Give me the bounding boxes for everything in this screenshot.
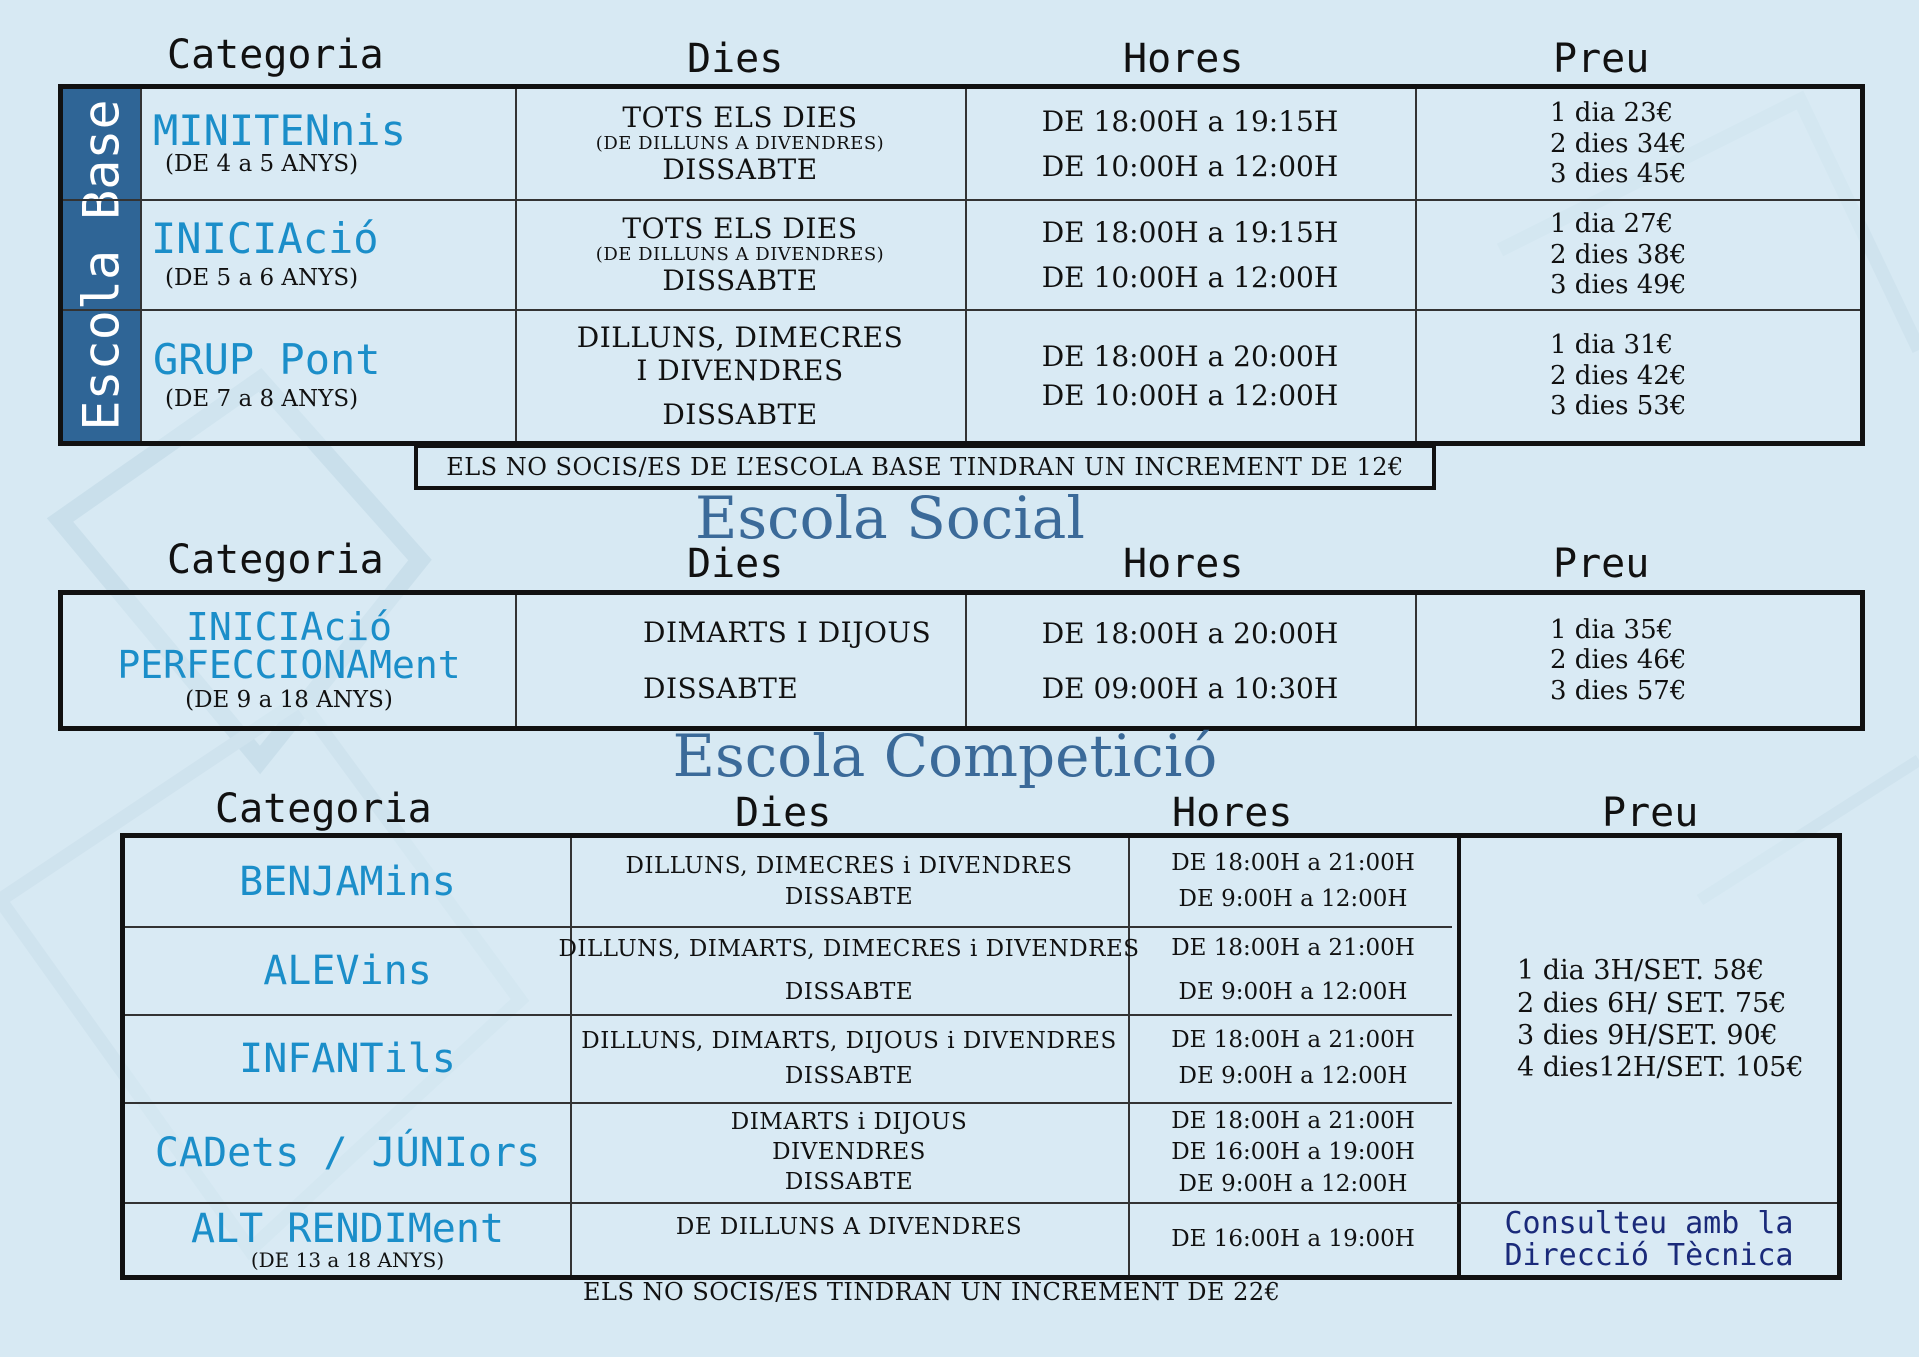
- days-text: DIMARTS i DIJOUS: [730, 1109, 968, 1136]
- days-text: DILLUNS, DIMECRES: [576, 320, 904, 354]
- category-age: (DE 7 a 8 ANYS): [165, 386, 359, 413]
- days-text: DE DILLUNS A DIVENDRES: [675, 1214, 1023, 1240]
- hours-text: DE 18:00H a 20:00H: [1041, 616, 1339, 650]
- table-row: [63, 309, 1860, 441]
- hours-text: DE 10:00H a 12:00H: [1041, 379, 1339, 412]
- hours-text: DE 18:00H a 21:00H: [1171, 850, 1415, 877]
- price-text: 3 dies 49€: [1550, 270, 1687, 301]
- consult-text: Direcció Tècnica: [1504, 1237, 1794, 1273]
- days-text: DILLUNS, DIMECRES i DIVENDRES: [625, 852, 1073, 879]
- header-hores: Hores: [1123, 541, 1244, 587]
- price-text: 2 dies 46€: [1550, 645, 1687, 676]
- escola-competicio-title: Escola Competició: [672, 722, 1218, 790]
- category-name: INICIAció: [151, 214, 379, 264]
- category-name: ALT RENDIMent: [190, 1205, 505, 1252]
- escola-base-label: Escola Base: [63, 89, 140, 441]
- escola-competicio-table: [120, 833, 1842, 1280]
- days-text: DISSABTE: [784, 1063, 914, 1089]
- header-preu: Preu: [1553, 541, 1650, 587]
- category-age: (DE 9 a 18 ANYS): [185, 686, 393, 713]
- days-text: DISSABTE: [662, 264, 818, 297]
- table-row: [125, 1102, 1452, 1202]
- hours-text: DE 18:00H a 21:00H: [1171, 935, 1415, 962]
- hours-text: DE 16:00H a 19:00H: [1171, 1139, 1415, 1166]
- price-text: 1 dia 23€: [1550, 98, 1674, 129]
- price-text: 2 dies 34€: [1550, 128, 1687, 159]
- escola-social-table: [58, 590, 1865, 731]
- days-text: DISSABTE: [784, 979, 914, 1005]
- days-text: TOTS ELS DIES: [622, 212, 858, 246]
- hours-text: DE 18:00H a 20:00H: [1041, 340, 1339, 373]
- category-name: MINITENnis: [153, 106, 406, 156]
- header-dies: Dies: [687, 36, 784, 82]
- escola-base-note: ELS NO SOCIS/ES DE L’ESCOLA BASE TINDRAN UN INCREMENT DE 12€: [446, 453, 1404, 481]
- days-subtext: (DE DILLUNS A DIVENDRES): [595, 244, 885, 265]
- header-categoria: Categoria: [167, 32, 384, 78]
- hours-text: DE 09:00H a 10:30H: [1041, 671, 1339, 705]
- table-row: [125, 1202, 1837, 1275]
- header-hores: Hores: [1172, 790, 1293, 836]
- days-text: DISSABTE: [784, 884, 914, 910]
- price-text: 3 dies 45€: [1550, 159, 1687, 190]
- competicio-price-cell: [1461, 838, 1837, 1202]
- price-text: 2 dies 38€: [1550, 239, 1687, 270]
- header-preu: Preu: [1553, 36, 1650, 82]
- price-text: 3 dies 57€: [1550, 675, 1687, 706]
- days-subtext: (DE DILLUNS A DIVENDRES): [595, 133, 885, 154]
- hours-text: DE 18:00H a 19:15H: [1041, 105, 1339, 138]
- table-row: [125, 926, 1452, 1014]
- hours-text: DE 18:00H a 21:00H: [1171, 1108, 1415, 1135]
- days-text: DIMARTS I DIJOUS: [643, 615, 932, 649]
- days-text: DILLUNS, DIMARTS, DIJOUS i DIVENDRES: [581, 1027, 1117, 1054]
- category-age: (DE 5 a 6 ANYS): [165, 265, 359, 292]
- table-row: [125, 1014, 1452, 1102]
- hours-text: DE 10:00H a 12:00H: [1041, 261, 1339, 294]
- header-hores: Hores: [1123, 36, 1244, 82]
- days-text: DISSABTE: [643, 671, 799, 705]
- category-age: (DE 13 a 18 ANYS): [250, 1247, 445, 1272]
- consult-text: Consulteu amb la: [1504, 1206, 1794, 1241]
- hours-text: DE 10:00H a 12:00H: [1041, 150, 1339, 183]
- category-name: BENJAMins: [239, 859, 456, 905]
- price-text: 1 dia 3H/SET. 58€: [1517, 955, 1765, 987]
- hours-text: DE 18:00H a 21:00H: [1171, 1027, 1415, 1054]
- hours-text: DE 9:00H a 12:00H: [1178, 979, 1408, 1005]
- price-text: 2 dies 42€: [1550, 360, 1687, 391]
- escola-base-table: [58, 84, 1865, 446]
- price-text: 1 dia 27€: [1550, 209, 1674, 240]
- category-age: (DE 4 a 5 ANYS): [165, 151, 359, 178]
- days-text: TOTS ELS DIES: [622, 101, 858, 135]
- hours-text: DE 9:00H a 12:00H: [1178, 1170, 1408, 1197]
- price-text: 1 dia 31€: [1550, 330, 1674, 361]
- category-name: CADets / JÚNIors: [154, 1130, 541, 1176]
- price-text: 3 dies 53€: [1550, 391, 1687, 422]
- category-name: INFANTils: [239, 1036, 456, 1082]
- category-name: ALEVins: [263, 948, 432, 994]
- header-dies: Dies: [687, 541, 784, 587]
- hours-text: DE 18:00H a 19:15H: [1041, 216, 1339, 249]
- price-text: 2 dies 6H/ SET. 75€: [1517, 987, 1787, 1019]
- escola-social-title: Escola Social: [695, 484, 1085, 552]
- price-text: 4 dies12H/SET. 105€: [1517, 1052, 1804, 1084]
- table-row: [63, 89, 1860, 199]
- header-dies: Dies: [735, 790, 832, 836]
- category-name: GRUP Pont: [153, 335, 381, 385]
- days-text: DIVENDRES: [772, 1139, 926, 1166]
- header-preu: Preu: [1602, 790, 1699, 836]
- days-text: DISSABTE: [662, 397, 818, 431]
- price-text: 1 dia 35€: [1550, 615, 1674, 645]
- days-text: I DIVENDRES: [636, 354, 844, 388]
- hours-text: DE 9:00H a 12:00H: [1178, 1063, 1408, 1089]
- price-text: 3 dies 9H/SET. 90€: [1517, 1020, 1778, 1051]
- category-name: INICIAció: [186, 604, 392, 649]
- days-text: DILLUNS, DIMARTS, DIMECRES i DIVENDRES: [558, 935, 1140, 962]
- category-name: PERFECCIONAMent: [117, 642, 461, 687]
- hours-text: DE 16:00H a 19:00H: [1171, 1225, 1415, 1252]
- escola-competicio-note: ELS NO SOCIS/ES TINDRAN UN INCREMENT DE 22€: [583, 1278, 1281, 1306]
- days-text: DISSABTE: [784, 1168, 914, 1195]
- days-text: DISSABTE: [662, 153, 818, 186]
- table-row: [63, 595, 1860, 726]
- hours-text: DE 9:00H a 12:00H: [1178, 886, 1408, 912]
- header-categoria: Categoria: [167, 537, 384, 583]
- table-row: [125, 838, 1452, 926]
- table-row: [63, 199, 1860, 309]
- header-categoria: Categoria: [215, 786, 432, 832]
